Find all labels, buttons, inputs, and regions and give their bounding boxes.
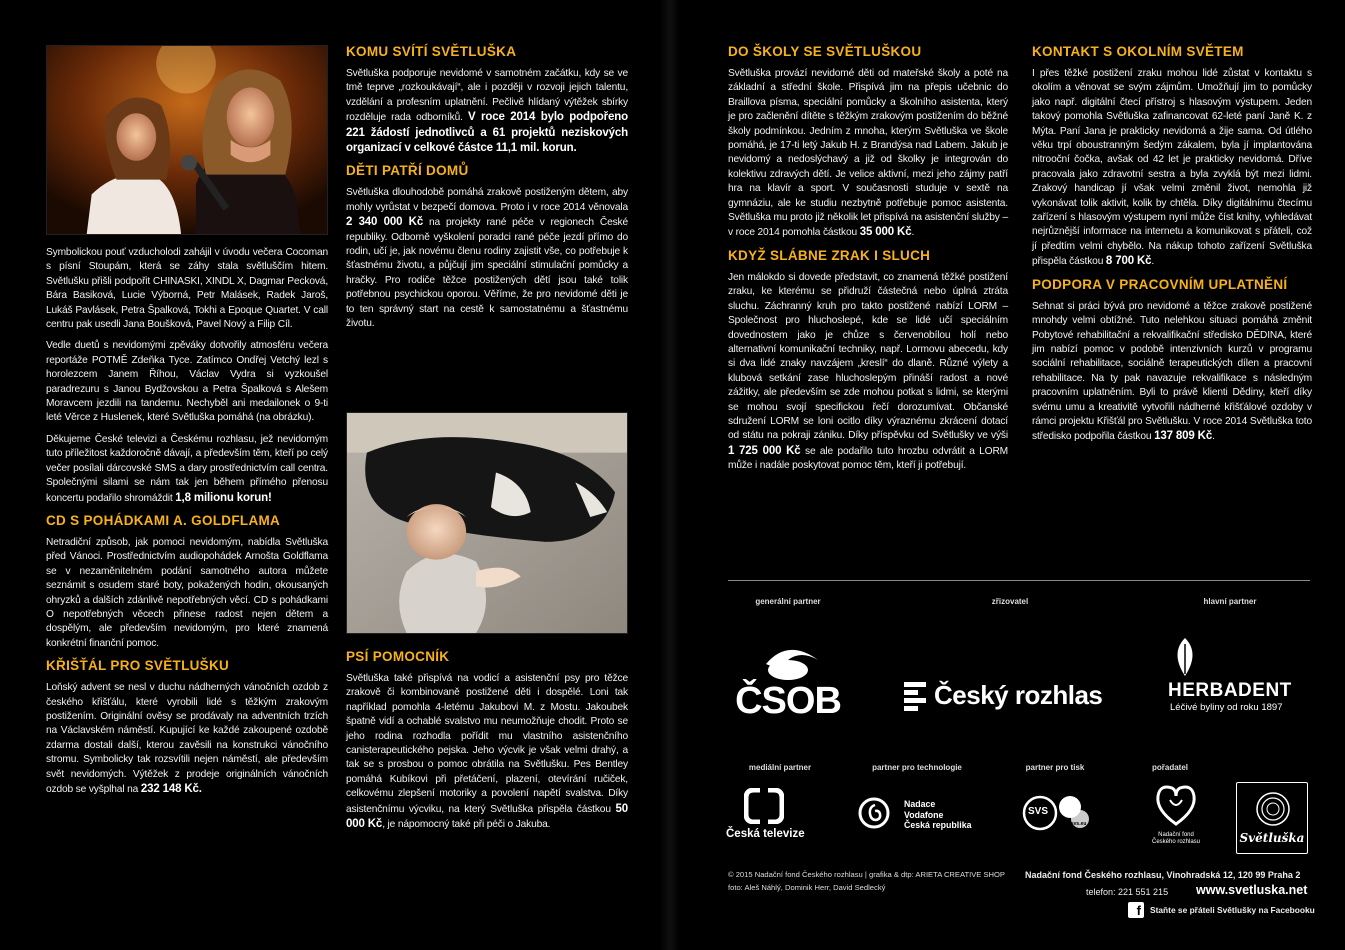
kristal-paragraph: Loňský advent se nesl v duchu nádherných vánočních ozdob z českého křišťálu, které vyrobili lidé s těžkým zrakovým postižením. Originální ověsy se prodávaly na adventních trzích na Václavském náměstí. Kupující ke každé zakoupené ozdobě zdarma dostali další, kterou zavěsili na konstrukci vánočního stromu. Symbolicky tak rozsvítili nejen náměstí, ale především svět nevidomých. Výtěžek z prodeje originálních vánočních ozdob se vyšplhal na 232 148 Kč. [46, 682, 328, 795]
heart-icon [1152, 780, 1200, 828]
footer-web-link[interactable]: www.svetluska.net [1196, 883, 1308, 897]
herbadent-text: HERBADENT [1168, 680, 1292, 701]
svetluska-scribble-icon [1243, 789, 1303, 829]
intro-paragraph: Symbolickou pouť vzducholodi zahájil v úvodu večera Cocoman s písní Stoupám, která se záhy stala světluščím hitem. Světlušku přišli podpořit CHINASKI, XINDL X, Dagmar Pecková, Bára Basiková, Lucie Výborná, Petr Malásek, Radek Jaroš, Lukáš Pavlásek, Petra Špalková, Tokhi a Epoque Quartet. V call centru pak usedli Jana Boušková, Pavel Nový a Filip Cíl. [46, 247, 328, 331]
ct-icon [744, 788, 784, 824]
komu-paragraph: Světluška podporuje nevidomé v samotném začátku, kdy se ve tmě teprve „rozkoukávají“, ale i později v rozvoji jejich talentu, vzdělání a profesním uplatnění. Pečlivě hlídaný výtěžek sbírky rozděluje rada odborníků. V roce 2014 bylo podpořeno 221 žádostí jednotlivců a 61 projektů neziskových organizací v celkové částce 11,1 mil. korun. [346, 68, 629, 155]
left-column-2b [346, 643, 628, 839]
ct-logo [726, 788, 826, 844]
left-column-1 [46, 246, 328, 804]
kontakt-paragraph: I přes těžké postižení zraku mohou lidé zůstat v kontaktu s okolím a věnovat se svým zájmům. Umožňují jim to pomůcky jako např. digitální čtecí přístroj s hlasovým výstupem. Jeden takový pomohla Světluška zafinancovat 62-leté paní Janě K. z Mýta. Paní Jana je prakticky nevidomá a žije sama. Od útlého věku trpí oboustranným šedým zákalem, byla jí implantována nitrooční čočka, avšak od 42 let je prakticky nevidomá. Dříve pracovala jako zdravotní sestra a byla zvyklá být mezi lidmi. Zrakový handicap jí však velmi změnil život, nemohla již vykonávat tolik aktivit, kolik by chtěla. Díky digitálnímu čtecímu zařízení s hlasovým výstupem nyní může číst knihy, vyhledávat nejrůznější informace na internetu a komunikovat s přáteli, což jí předtím velmi chybělo. Na nákup tohoto zařízení Světluška přispěla částkou 8 700 Kč. [1032, 68, 1312, 268]
photo-singers [46, 45, 328, 235]
herbadent-logo [1160, 638, 1310, 718]
cd-paragraph: Netradiční způsob, jak pomoci nevidomým, nabídla Světluška před Vánoci. Prostřednictvím audiopohádek Arnošta Goldflama se v nezaměnitelném podání samotného autora můžete seznámit s osudem staré boty, pokažených hodin, okousaných ohryzků a dalších zdánlivě nepotřebných věcí. CD s pohádkami O nepotřebných věcech přinese radost nejen dětem a dospělým, ale především nevidomým, pro které znamená konkrétní finanční pomoc. [46, 536, 328, 649]
fond-text: Nadační fond Českého rozhlasu [1151, 832, 1201, 845]
left-column-2 [346, 38, 628, 339]
thanks-paragraph: Děkujeme České televizi a Českému rozhlasu, jež nevidomým tuto příležitost každoročně dávají, a především těm, kteří po celý večer posílali dárcovské SMS a dary prostřednictvím call centra. Společnými silami se nám tak jen během přímého přenosu koncertu podařilo shromáždit 1,8 milionu korun! [46, 433, 328, 504]
vodafone-icon [858, 797, 890, 829]
label-print-partner: partner pro tisk [1025, 763, 1085, 772]
heading-kristal: KŘIŠŤÁL PRO SVĚTLUŠKU [46, 658, 230, 674]
heading-psi: PSÍ POMOCNÍK [346, 649, 450, 664]
partners-divider [728, 580, 1310, 581]
label-general-partner: generální partner [755, 597, 821, 606]
footer-address: Nadační fond Českého rozhlasu, Vinohradská 12, 120 99 Praha 2 [1025, 870, 1301, 880]
herbadent-subtitle: Léčivé byliny od roku 1897 [1170, 702, 1283, 713]
heading-prace: PODPORA V PRACOVNÍM UPLATNĚNÍ [1032, 276, 1288, 292]
heading-cd: CD S POHÁDKAMI A. GOLDFLAMA [46, 512, 281, 528]
skola-paragraph: Světluška provází nevidomé děti od mateřské školy a poté na základní a střední škole. Přispívá jim na přepis učebnic do Braillova písma, speciální pomůcky a školního asistenta, který je pro začlenění dítěte s těžkým zrakovým postižením do běžné školy podmínkou. Jedním z mnoha, kterým Světluška ve škole pomáhá, je 17-ti letý Jakub H. z Brandýsa nad Labem. Jakub je nevidomý a nedoslýchavý a již od školky je integrován do kolektivu zdravých dětí. Je velice aktivní, mezi jeho zájmy patří hra na klavír a sport. V současnosti studuje v sextě na gymnáziu, ale ke studiu nezbytně potřebuje pomoc asistenta. Světluška mu proto již několik let přispívá na asistenční služby – v roce 2014 pomohla částkou 35 000 Kč. [728, 68, 1008, 239]
fond-logo [1146, 780, 1206, 860]
label-founder: zřizovatel [991, 597, 1029, 606]
footer-facebook-link[interactable]: Staňte se přáteli Světlušky na Facebooku [1150, 905, 1315, 915]
svs-url: www.svs.eu [1058, 821, 1087, 827]
leaf-icon [1170, 638, 1200, 678]
vodafone-text: Nadace Vodafone Česká republika [904, 799, 972, 830]
svetluska-logo [1236, 782, 1308, 854]
right-column-2 [1032, 38, 1312, 452]
total-amount: 1,8 milionu korun! [175, 491, 272, 504]
csob-text: ČSOB [735, 680, 841, 722]
footer-phone: telefon: 221 551 215 [1086, 887, 1169, 897]
page-gutter [660, 0, 680, 950]
photo-dog-child [346, 412, 628, 634]
zrak-paragraph: Jen málokdo si dovede představit, co znamená těžké postižení zraku, ke kterému se přidruží částečná nebo úplná ztráta sluchu. Záchranný kruh pro takto postižené nabízí LORM – Společnost pro hluchoslepé, kde se lidé učí speciálním dovednostem jako je chůze s červenobílou holí nebo alternativní komunikační techniky, např. Lormovu abecedu, kdy si dva lidé znaky navzájem „kreslí“ do dlaně. Různé výlety a klubová setkání zase hluchoslepým přináší radost a nové zážitky, ale především se zde mohou potkat s lidmi, se kterými se mohou svojí specifickou řečí dorozumívat. Občanské sdružení LORM se loni ocitlo díky výraznému zkrácení dotací od státu na pokraji zániku. Díky příspěvku od Světlušky ve výši 1 725 000 Kč se ale podařilo tuto hrozbu odvrátit a LORM může i nadále poskytovat pomoc těm, kteří ji potřebují. [728, 271, 1008, 472]
footer-copyright: © 2015 Nadační fond Českého rozhlasu | grafika & dtp: ARIETA CREATIVE SHOP [728, 870, 1005, 879]
right-column-1 [728, 38, 1008, 481]
heading-kontakt: KONTAKT S OKOLNÍM SVĚTEM [1032, 44, 1244, 59]
heading-zrak: KDYŽ SLÁBNE ZRAK I SLUCH [728, 247, 931, 263]
heading-skola: DO ŠKOLY SE SVĚTLUŠKOU [728, 44, 922, 59]
facebook-icon[interactable]: f [1128, 902, 1144, 918]
csob-logo [726, 640, 850, 732]
duets-paragraph: Vedle duetů s nevidomými zpěváky dotvořily atmosféru večera reportáže POTMĚ Zdeňka Tyce. Zatímco Ondřej Vetchý lezl s horolezcem Janem Říhou, Václav Vydra si vyzkoušel paradrezuru s Janou Bydžovskou a Petra Špalková s Alešem Moravcem jezdili na tandemu. Nechyběl ani medailonek o 9-ti leté Věrce z Huslenek, které Světluška pomáhá (na obrázku). [46, 340, 328, 424]
rozhlas-icon [904, 682, 926, 712]
svetluska-text: Světluška [1239, 831, 1305, 845]
svs-logo [1022, 793, 1094, 833]
psi-paragraph: Světluška také přispívá na vodicí a asistenční psy pro těžce zrakově či kombinovaně postižené děti i dospělé. Loni tak například pomohla 4-letému Jakubovi M. z Mostu. Jakoubek špatně vidí a ochablé svalstvo mu neumožňuje chodit. Proto se jeho rodina rozhodla pořídit mu vlastního asistenčního canisterapeutického pejska. Jeho výcvik je však velmi drahý, a tak se s prosbou o pomoc obrátila na Světlušku. Pes Bentley pomáhá Kubíkovi při přetáčení, plazení, otevírání ručiček, celkovému zlepšení motoriky a povolení napětí svalstva. Díky asistenčnímu výcviku, na který Světluška přispěla částkou 50 000 Kč, je nápomocný také při péči o Jakuba. [346, 673, 628, 831]
rozhlas-text: Český rozhlas [934, 680, 1103, 710]
svs-text: SVS [1028, 806, 1049, 817]
heading-deti: DĚTI PATŘÍ DOMŮ [346, 163, 469, 179]
heading-komu: KOMU SVÍTÍ SVĚTLUŠKA [346, 44, 517, 59]
label-media-partner: mediální partner [748, 763, 812, 772]
label-tech-partner: partner pro technologie [872, 763, 962, 772]
rozhlas-logo [904, 680, 1124, 714]
left-page [0, 0, 660, 950]
ct-text: Česká televize [726, 828, 805, 840]
vodafone-logo [858, 795, 988, 835]
deti-paragraph: Světluška dlouhodobě pomáhá zrakově postiženým dětem, aby mohly vyrůstat v bezpečí domova. Proto i v roce 2014 věnovala 2 340 000 Kč na projekty rané péče v regionech České republiky. Odborně vyškolení poradci rané péče jezdí přímo do rodin, učí je, jak novému členu rodiny zajistit vše, co potřebuje k šťastnému životu, a půjčují jim speciální stimulační pomůcky a hračky. Pro rodiče těžce postižených dětí jsou také tolik potřebnou psychickou oporou. Věříme, že pro nevidomé děti je to ten správný start na cestě k samostatnému a šťastnému životu. [346, 187, 628, 330]
label-main-partner: hlavní partner [1203, 597, 1257, 606]
prace-paragraph: Sehnat si práci bývá pro nevidomé a těžce zrakově postižené mnohdy velmi obtížné. Tuto nelehkou situaci pomáhá změnit Pobytové rehabilitační a rekvalifikační středisko DĚDINA, které jim nabízí pomoc v podobě intenzivních kurzů v programu sociální rehabilitace, sociálně terapeutických dílen a pracovní rehabilitace. Na ty pak navazuje rekvalifikace s následným pracovním uplatněním. Byli to právě klienti Dědiny, kteří díky svému umu a kreativitě vytvořili nádherné křišťálové ozdoby v rámci projektu Křišťál pro Světlušku. V roce 2014 Světluška toto středisko podpořila částkou 137 809 Kč. [1032, 300, 1312, 443]
label-organizer: pořadatel [1151, 763, 1188, 772]
footer-foto: foto: Aleš Náhlý, Dominik Herr, David Sedlecký [728, 883, 886, 892]
